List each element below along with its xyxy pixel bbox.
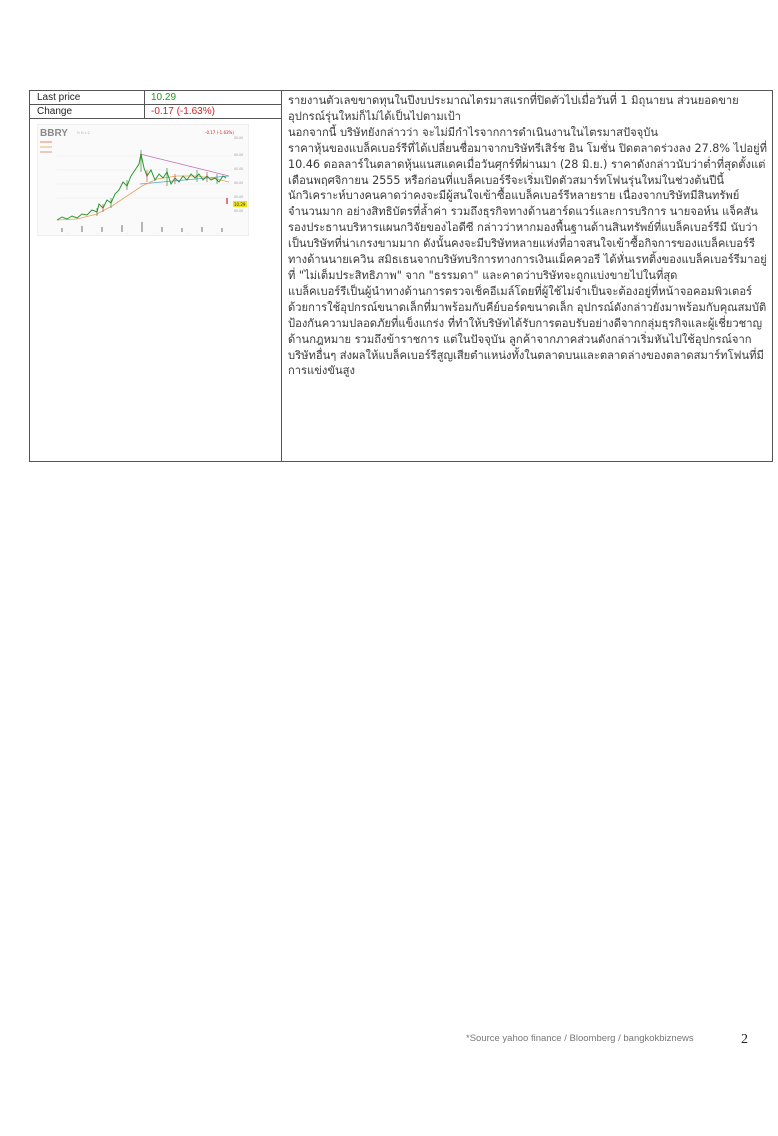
change-value: -0.17 (-1.63%)	[151, 106, 215, 117]
article-paragraph: นักวิเคราะห์บางคนคาดว่าคงจะมีผู้สนใจเข้าซื้อแบล็คเบอร์รีหลายราย เนื่องจากบริษัทมีสินทรัพย์จำนวนมาก อย่างสิทธิบัตรที่ล้ำค่า รวมถึงธุรกิจทางด้านฮาร์ดแวร์และการบริการ นายจอห์น แจ็คสัน รองประธานบริหารแผนกวิจัยของไอดีซี กล่าวว่าหากมองพื้นฐานด้านสินทรัพย์ที่แบล็คเบอร์รีมี นับว่าเป็นบริษัทที่น่าเกรงขามมาก ดังนั้นคงจะมีบริษัทหลายแห่งที่อาจสนใจเข้าซื้อกิจการของแบล็คเบอร์รี	[288, 189, 758, 251]
price-chart-thumbnail	[37, 124, 249, 236]
row-divider	[144, 105, 145, 118]
legend-line	[40, 141, 52, 143]
svg-text:00.00: 00.00	[234, 181, 244, 185]
svg-text:·: ·	[187, 232, 189, 236]
chart-ticker: BBRY	[40, 128, 68, 139]
svg-text:00.00: 00.00	[234, 167, 244, 171]
last-price-row	[30, 91, 281, 105]
chart-change-text: -0.17 (-1.63%)	[205, 130, 234, 135]
source-footnote: *Source yahoo finance / Bloomberg / bangkokbiznews	[466, 1033, 694, 1044]
article-paragraph: นอกจากนี้ บริษัทยังกล่าวว่า จะไม่มีกำไรจากการดำเนินงานในไตรมาสปัจจุบัน	[288, 125, 658, 139]
article-text	[288, 93, 770, 379]
legend-line	[40, 146, 52, 148]
last-price-value: 10.29	[151, 92, 177, 103]
svg-text:00.00: 00.00	[234, 136, 244, 140]
row-divider	[144, 91, 145, 104]
change-label: Change	[37, 106, 73, 117]
content-table	[29, 90, 773, 462]
page-number: 2	[741, 1032, 748, 1047]
quote-column	[30, 91, 282, 461]
change-row	[30, 105, 281, 119]
article-paragraph: ทางด้านนายเควิน สมิธเธนจากบริษัทบริการทางการเงินแม็คควอรี ได้หั่นเรทติ้งของแบล็คเบอร์รีมาอยู่ที่ "ไม่เต็มประสิทธิภาพ" จาก "ธรรมดา" และคาดว่าบริษัทจะถูกแบ่งขายไปในที่สุด	[288, 253, 767, 282]
svg-text:10.29: 10.29	[234, 202, 246, 207]
article-paragraph: รายงานตัวเลขขาดทุนในปีงบประมาณไตรมาสแรกที่ปิดตัวไปเมื่อวันที่ 1 มิถุนายน ส่วนยอดขายอุปกรณ์รุ่นใหม่ก็ไม่ได้เป็นไปตามเป้า	[288, 94, 739, 123]
price-chart-image	[37, 124, 249, 236]
svg-text:00.00: 00.00	[234, 195, 244, 199]
svg-text:·: ·	[127, 232, 129, 236]
svg-text:·: ·	[97, 232, 99, 236]
svg-text:·: ·	[67, 232, 69, 236]
article-paragraph: ราคาหุ้นของแบล็คเบอร์รีที่ได้เปลี่ยนชื่อมาจากบริษัทรีเสิร์ช อิน โมชั่น ปิดตลาดร่วงลง 27.8% ไปอยู่ที่ 10.46 ดอลลาร์ในตลาดหุ้นแนสแดคเมื่อวันศุกร์ที่ผ่านมา (28 มิ.ย.) ราคาดังกล่าวนับว่าต่ำที่สุดตั้งแต่เดือนพฤศจิกายน 2555 หรือก่อนที่แบล็คเบอร์รีจะเริ่มเปิดตัวสมาร์ทโฟนรุ่นใหม่ในช่วงต้นปีนี้	[288, 141, 767, 187]
svg-text:·: ·	[157, 232, 159, 236]
legend-line	[40, 151, 52, 153]
chart-header-ohlc: O H L C	[77, 131, 91, 135]
svg-text:00.00: 00.00	[234, 153, 244, 157]
svg-text:00.00: 00.00	[234, 209, 244, 213]
article-paragraph: แบล็คเบอร์รีเป็นผู้นำทางด้านการตรวจเช็คอีเมล์โดยที่ผู้ใช้ไม่จำเป็นจะต้องอยู่ที่หน้าจอคอมพิวเตอร์ ด้วยการใช้อุปกรณ์ขนาดเล็กที่มาพร้อมกับคีย์บอร์ดขนาดเล็ก อุปกรณ์ดังกล่าวยังมาพร้อมกับคุณสมบัติป้องกันความปลอดภัยที่แข็งแกร่ง ที่ทำให้บริษัทได้รับการตอบรับอย่างดีจากกลุ่มธุรกิจและผู้เชี่ยวชาญด้านกฎหมาย รวมถึงข้าราชการ แต่ในปัจจุบัน ลูกค้าจากภาคส่วนดังกล่าวเริ่มหันไปใช้อุปกรณ์จากบริษัทอื่นๆ ส่งผลให้แบล็คเบอร์รีสูญเสียตำแหน่งทั้งในตลาดบนและตลาดล่างของตลาดสมาร์ทโฟนที่มีการแข่งขันสูง	[288, 284, 767, 378]
last-price-label: Last price	[37, 92, 81, 103]
svg-text:·: ·	[217, 232, 219, 236]
